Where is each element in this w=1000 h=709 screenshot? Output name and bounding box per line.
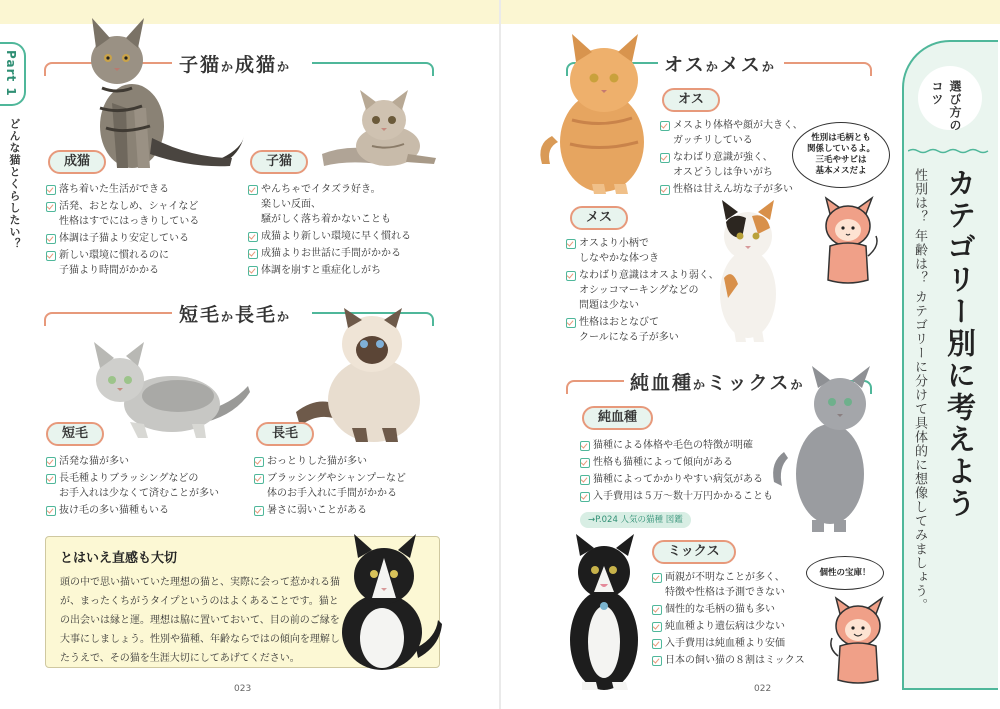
list-item: メスより体格や顔が大きく、 ガッチリしている xyxy=(660,118,820,148)
list-item: 体調は子猫より安定している xyxy=(46,231,246,246)
side-question: どんな猫とくらしたい？ xyxy=(8,118,21,250)
kitten-photo xyxy=(318,84,440,176)
list-item: 入手費用は５万〜数十万円かかることも xyxy=(580,489,780,504)
panel-subtitle: 選び方の コツ xyxy=(930,80,962,132)
long-hair-cat-photo xyxy=(292,302,432,444)
tuxedo-cat-photo xyxy=(332,528,444,670)
short-hair-checklist xyxy=(46,454,246,520)
list-item: 猫種によってかかりやすい病気がある xyxy=(580,472,780,487)
list-item: やんちゃでイタズラ好き。 楽しい反面、 騒がしく落ち着かないことも xyxy=(248,182,448,227)
list-item: おっとりした猫が多い xyxy=(254,454,454,469)
female-checklist xyxy=(566,236,726,347)
mix-cat-photo xyxy=(560,532,650,692)
page-number-left: 023 xyxy=(234,684,252,694)
list-item: 暑さに弱いことがある xyxy=(254,503,454,518)
list-item: 個性的な毛柄の猫も多い xyxy=(652,602,832,617)
list-item: 性格はおとなびて クールになる子が多い xyxy=(566,315,726,345)
list-item: 活発な猫が多い xyxy=(46,454,246,469)
panel-divider xyxy=(908,148,992,154)
section-title: 短毛か長毛か xyxy=(179,304,292,326)
label-adult: 成猫 xyxy=(48,150,106,174)
label-male: オス xyxy=(662,88,720,112)
label-mix: ミックス xyxy=(652,540,736,564)
list-item: 活発、おとなしめ、シャイなど 性格はすでにはっきりしている xyxy=(46,199,246,229)
kitten-checklist xyxy=(248,182,448,280)
mix-checklist xyxy=(652,570,832,670)
list-item: 入手費用は純血種より安価 xyxy=(652,636,832,651)
label-kitten: 子猫 xyxy=(250,150,308,174)
label-short-hair: 短毛 xyxy=(46,422,104,446)
list-item: 日本の飼い猫の８割はミックス xyxy=(652,653,832,668)
list-item: 性格も猫種によって傾向がある xyxy=(580,455,780,470)
adult-checklist xyxy=(46,182,246,280)
long-hair-checklist xyxy=(254,454,454,520)
mascot-character-icon xyxy=(818,196,882,288)
mascot-character-icon xyxy=(828,596,892,688)
label-purebred: 純血種 xyxy=(582,406,653,430)
calico-female-cat-photo xyxy=(708,198,790,344)
list-item: 体調を崩すと重症化しがち xyxy=(248,263,448,278)
speech-bubble-breed: 個性の宝庫！ xyxy=(806,556,884,590)
gray-purebred-cat-photo xyxy=(768,362,880,534)
list-item: なわばり意識はオスより弱く、 オシッコマーキングなどの 問題は少ない xyxy=(566,268,726,313)
list-item: 長毛種よりブラッシングなどの お手入れは少なくて済むことが多い xyxy=(46,471,246,501)
list-item: 新しい環境に慣れるのに 子猫より時間がかかる xyxy=(46,248,246,278)
list-item: ブラッシングやシャンプーなど 体のお手入れに手間がかかる xyxy=(254,471,454,501)
orange-male-cat-photo xyxy=(532,24,652,196)
section-title: オスかメスか xyxy=(664,54,776,76)
label-long-hair: 長毛 xyxy=(256,422,314,446)
panel-description: 性別は？ 年齢は？ カテゴリーに分けて具体的に想像してみましょう。 xyxy=(912,168,927,613)
list-item: 落ち着いた生活ができる xyxy=(46,182,246,197)
list-item: オスより小柄で しなやかな体つき xyxy=(566,236,726,266)
section-title: 子猫か成猫か xyxy=(179,54,292,76)
short-hair-cat-photo xyxy=(82,334,252,442)
list-item: 成猫より新しい環境に早く慣れる xyxy=(248,229,448,244)
speech-bubble-sex: 性別は毛柄とも 関係しているよ。 三毛やサビは 基本メスだよ xyxy=(792,122,890,188)
list-item: 成猫よりお世話に手間がかかる xyxy=(248,246,448,261)
list-item: なわばり意識が強く、 オスどうしは争いがち xyxy=(660,150,820,180)
list-item: 純血種より遺伝病は少ない xyxy=(652,619,832,634)
list-item: 猫種による体格や毛色の特徴が明確 xyxy=(580,438,780,453)
tip-body: 頭の中で思い描いていた理想の猫と、実際に会って惹かれる猫 が、まったくちがうタイプというのはよくあることです。猫と の出会いは縁と運。理想は脇に置いておいて、目の前のご縁を 大事にしましょう。性別や猫種、年齢ならではの傾向を理解し たうえで、その猫を生涯大切にしてあげてください。 xyxy=(60,577,340,664)
page-gutter xyxy=(499,0,501,709)
part-label: Part 1 xyxy=(4,50,18,97)
purebred-checklist xyxy=(580,438,780,506)
page-reference-link[interactable]: →P.024 人気の猫種 図鑑 xyxy=(580,512,691,528)
list-item: 性格は甘えん坊な子が多い xyxy=(660,182,820,197)
label-female: メス xyxy=(570,206,628,230)
page-number-right: 022 xyxy=(754,684,772,694)
section-title: 純血種かミックスか xyxy=(630,372,805,394)
list-item: 抜け毛の多い猫種もいる xyxy=(46,503,246,518)
tip-title: とはいえ直感も大切 xyxy=(60,551,178,566)
list-item: 両親が不明なことが多く、 特徴や性格は予測できない xyxy=(652,570,832,600)
panel-main-title: カテゴリー別に考えよう xyxy=(943,168,977,520)
